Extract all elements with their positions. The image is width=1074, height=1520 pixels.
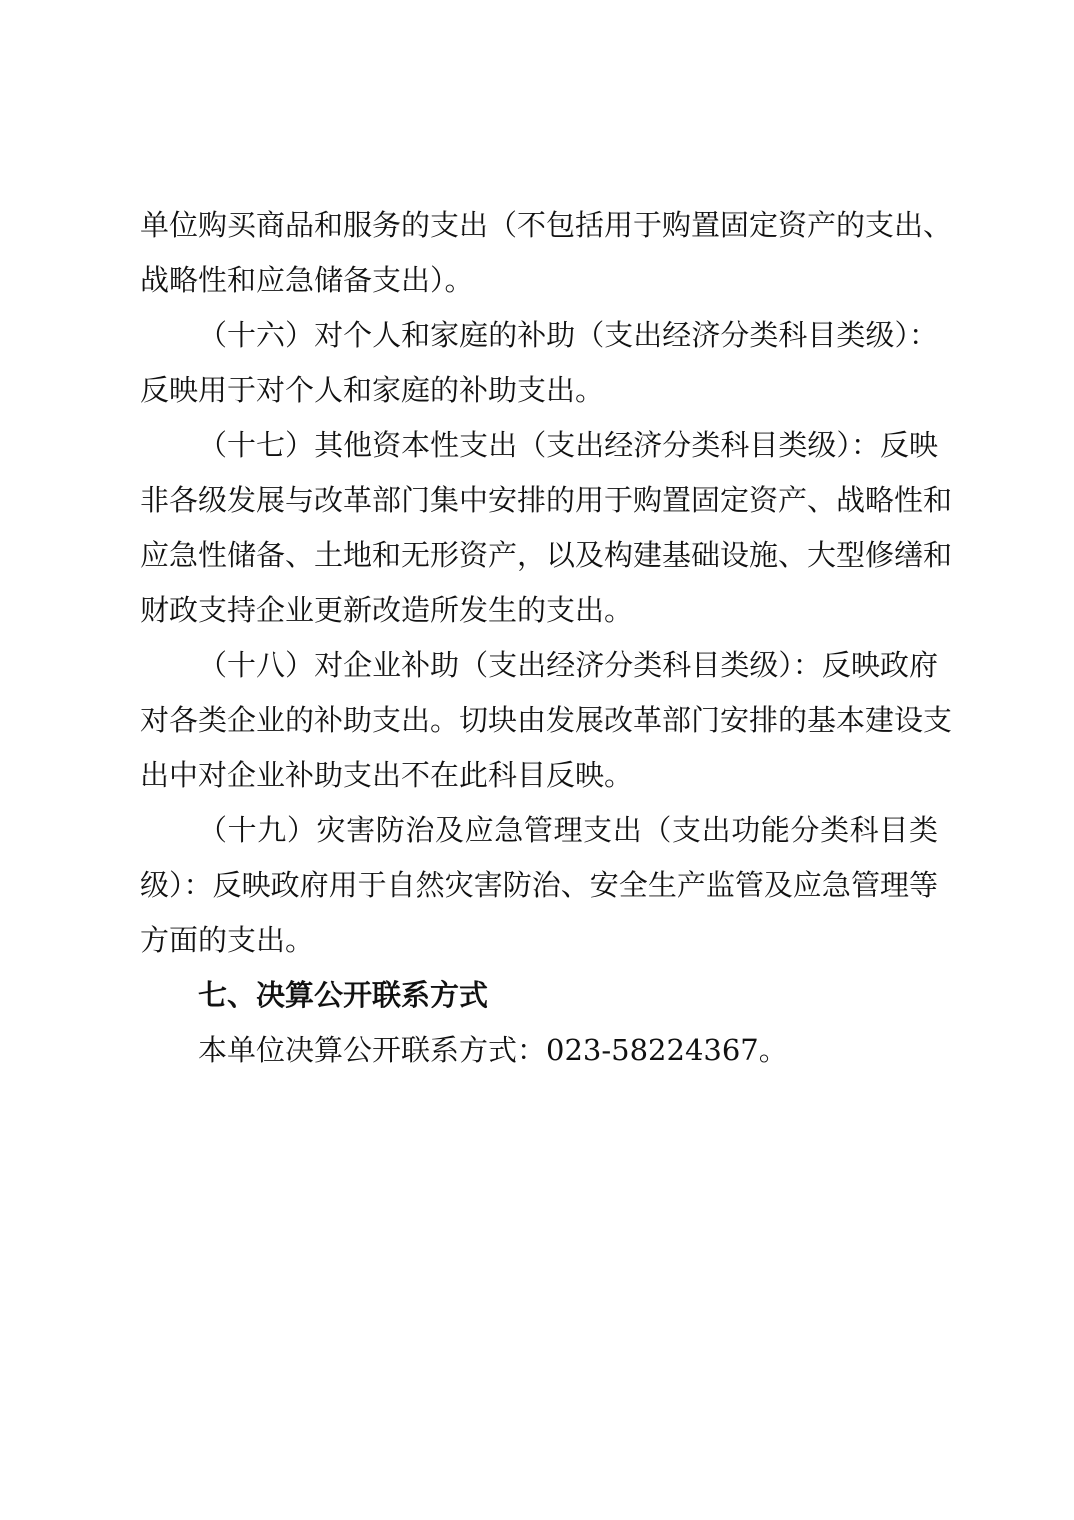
contact-line: 本单位决算公开联系方式：023-58224367。 xyxy=(198,1033,788,1067)
document-page xyxy=(140,198,953,1078)
paragraph-line: 非各级发展与改革部门集中安排的用于购置固定资产、战略性和 xyxy=(140,483,953,517)
paragraph-line: 财政支持企业更新改造所发生的支出。 xyxy=(140,593,634,627)
paragraph-line: 反映用于对个人和家庭的补助支出。 xyxy=(140,373,605,407)
paragraph-line: （十七）其他资本性支出（支出经济分类科目类级）：反映 xyxy=(198,428,938,462)
section-heading: 七、决算公开联系方式 xyxy=(198,978,489,1012)
paragraph-line: 对各类企业的补助支出。切块由发展改革部门安排的基本建设支 xyxy=(140,703,953,737)
paragraph-line: （十六）对个人和家庭的补助（支出经济分类科目类级）： xyxy=(198,318,938,352)
paragraph-line: 战略性和应急储备支出）。 xyxy=(140,263,474,297)
paragraph-line: 级）：反映政府用于自然灾害防治、安全生产监管及应急管理等 xyxy=(140,868,938,902)
paragraph-line: 应急性储备、土地和无形资产，以及构建基础设施、大型修缮和 xyxy=(140,538,953,572)
paragraph-line: 单位购买商品和服务的支出（不包括用于购置固定资产的支出、 xyxy=(140,208,953,242)
paragraph-line: 出中对企业补助支出不在此科目反映。 xyxy=(140,758,634,792)
paragraph-line: （十九）灾害防治及应急管理支出（支出功能分类科目类 xyxy=(198,813,938,847)
paragraph-line: 方面的支出。 xyxy=(140,923,315,957)
paragraph-line: （十八）对企业补助（支出经济分类科目类级）：反映政府 xyxy=(198,648,938,682)
